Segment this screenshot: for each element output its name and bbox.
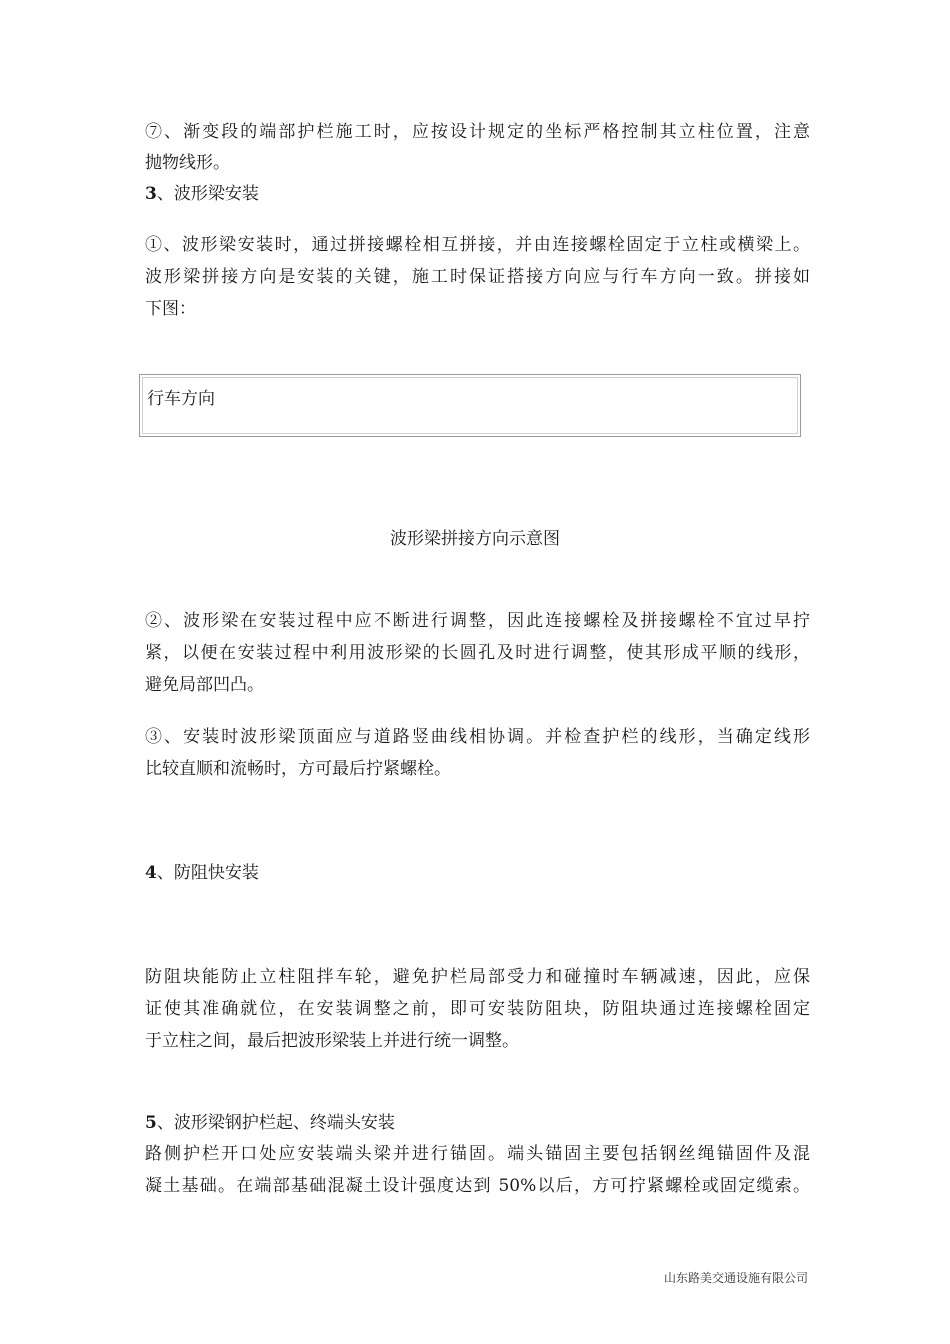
heading-3-number: 3 [145,184,157,204]
para3-line2: 比较直顺和流畅时，方可最后拧紧螺栓。 [145,759,451,779]
heading-4 [145,862,810,884]
splice-direction-diagram [139,374,801,437]
para2-line3: 避免局部凹凸。 [145,675,264,695]
heading-5-text: 、波形梁钢护栏起、终端头安装 [156,1113,395,1133]
para4-line3: 于立柱之间，最后把波形梁装上并进行统一调整。 [145,1031,519,1051]
heading-4-number: 4 [145,863,157,883]
section7-line1: ⑦、渐变段的端部护栏施工时，应按设计规定的坐标严格控制其立柱位置，注意 [145,122,810,142]
para4-line2: 证使其准确就位，在安装调整之前，即可安装防阻块，防阻块通过连接螺栓固定 [145,999,810,1019]
heading-4-text: 、防阻快安装 [156,863,259,883]
heading-3 [145,183,810,205]
diagram-caption: 波形梁拼接方向示意图 [390,529,560,549]
para5-line2: 凝土基础。在端部基础混凝土设计强度达到 50%以后，方可拧紧螺栓或固定缆索。 [145,1176,810,1196]
footer-company-name: 山东路美交通设施有限公司 [663,1271,808,1285]
driving-direction-label: 行车方向 [147,389,215,409]
para2-line2: 紧，以便在安装过程中利用波形梁的长圆孔及时进行调整，使其形成平顺的线形， [145,643,810,663]
heading-5-number: 5 [145,1113,157,1133]
para4-line1: 防阻块能防止立柱阻拌车轮，避免护栏局部受力和碰撞时车辆减速，因此，应保 [145,967,810,987]
para5-line1: 路侧护栏开口处应安装端头梁并进行锚固。端头锚固主要包括钢丝绳锚固件及混 [145,1144,810,1164]
heading-5 [145,1112,810,1134]
para1-line2: 波形梁拼接方向是安装的关键，施工时保证搭接方向应与行车方向一致。拼接如 [145,267,810,287]
section7-line2: 抛物线形。 [145,153,230,173]
para1-line1: ①、波形梁安装时，通过拼接螺栓相互拼接，并由连接螺栓固定于立柱或横梁上。 [145,235,810,255]
para1-line3: 下图： [145,299,196,319]
heading-3-text: 、波形梁安装 [156,184,259,204]
para2-line1: ②、波形梁在安装过程中应不断进行调整，因此连接螺栓及拼接螺栓不宜过早拧 [145,611,810,631]
para3-line1: ③、安装时波形梁顶面应与道路竖曲线相协调。并检查护栏的线形，当确定线形 [145,727,810,747]
